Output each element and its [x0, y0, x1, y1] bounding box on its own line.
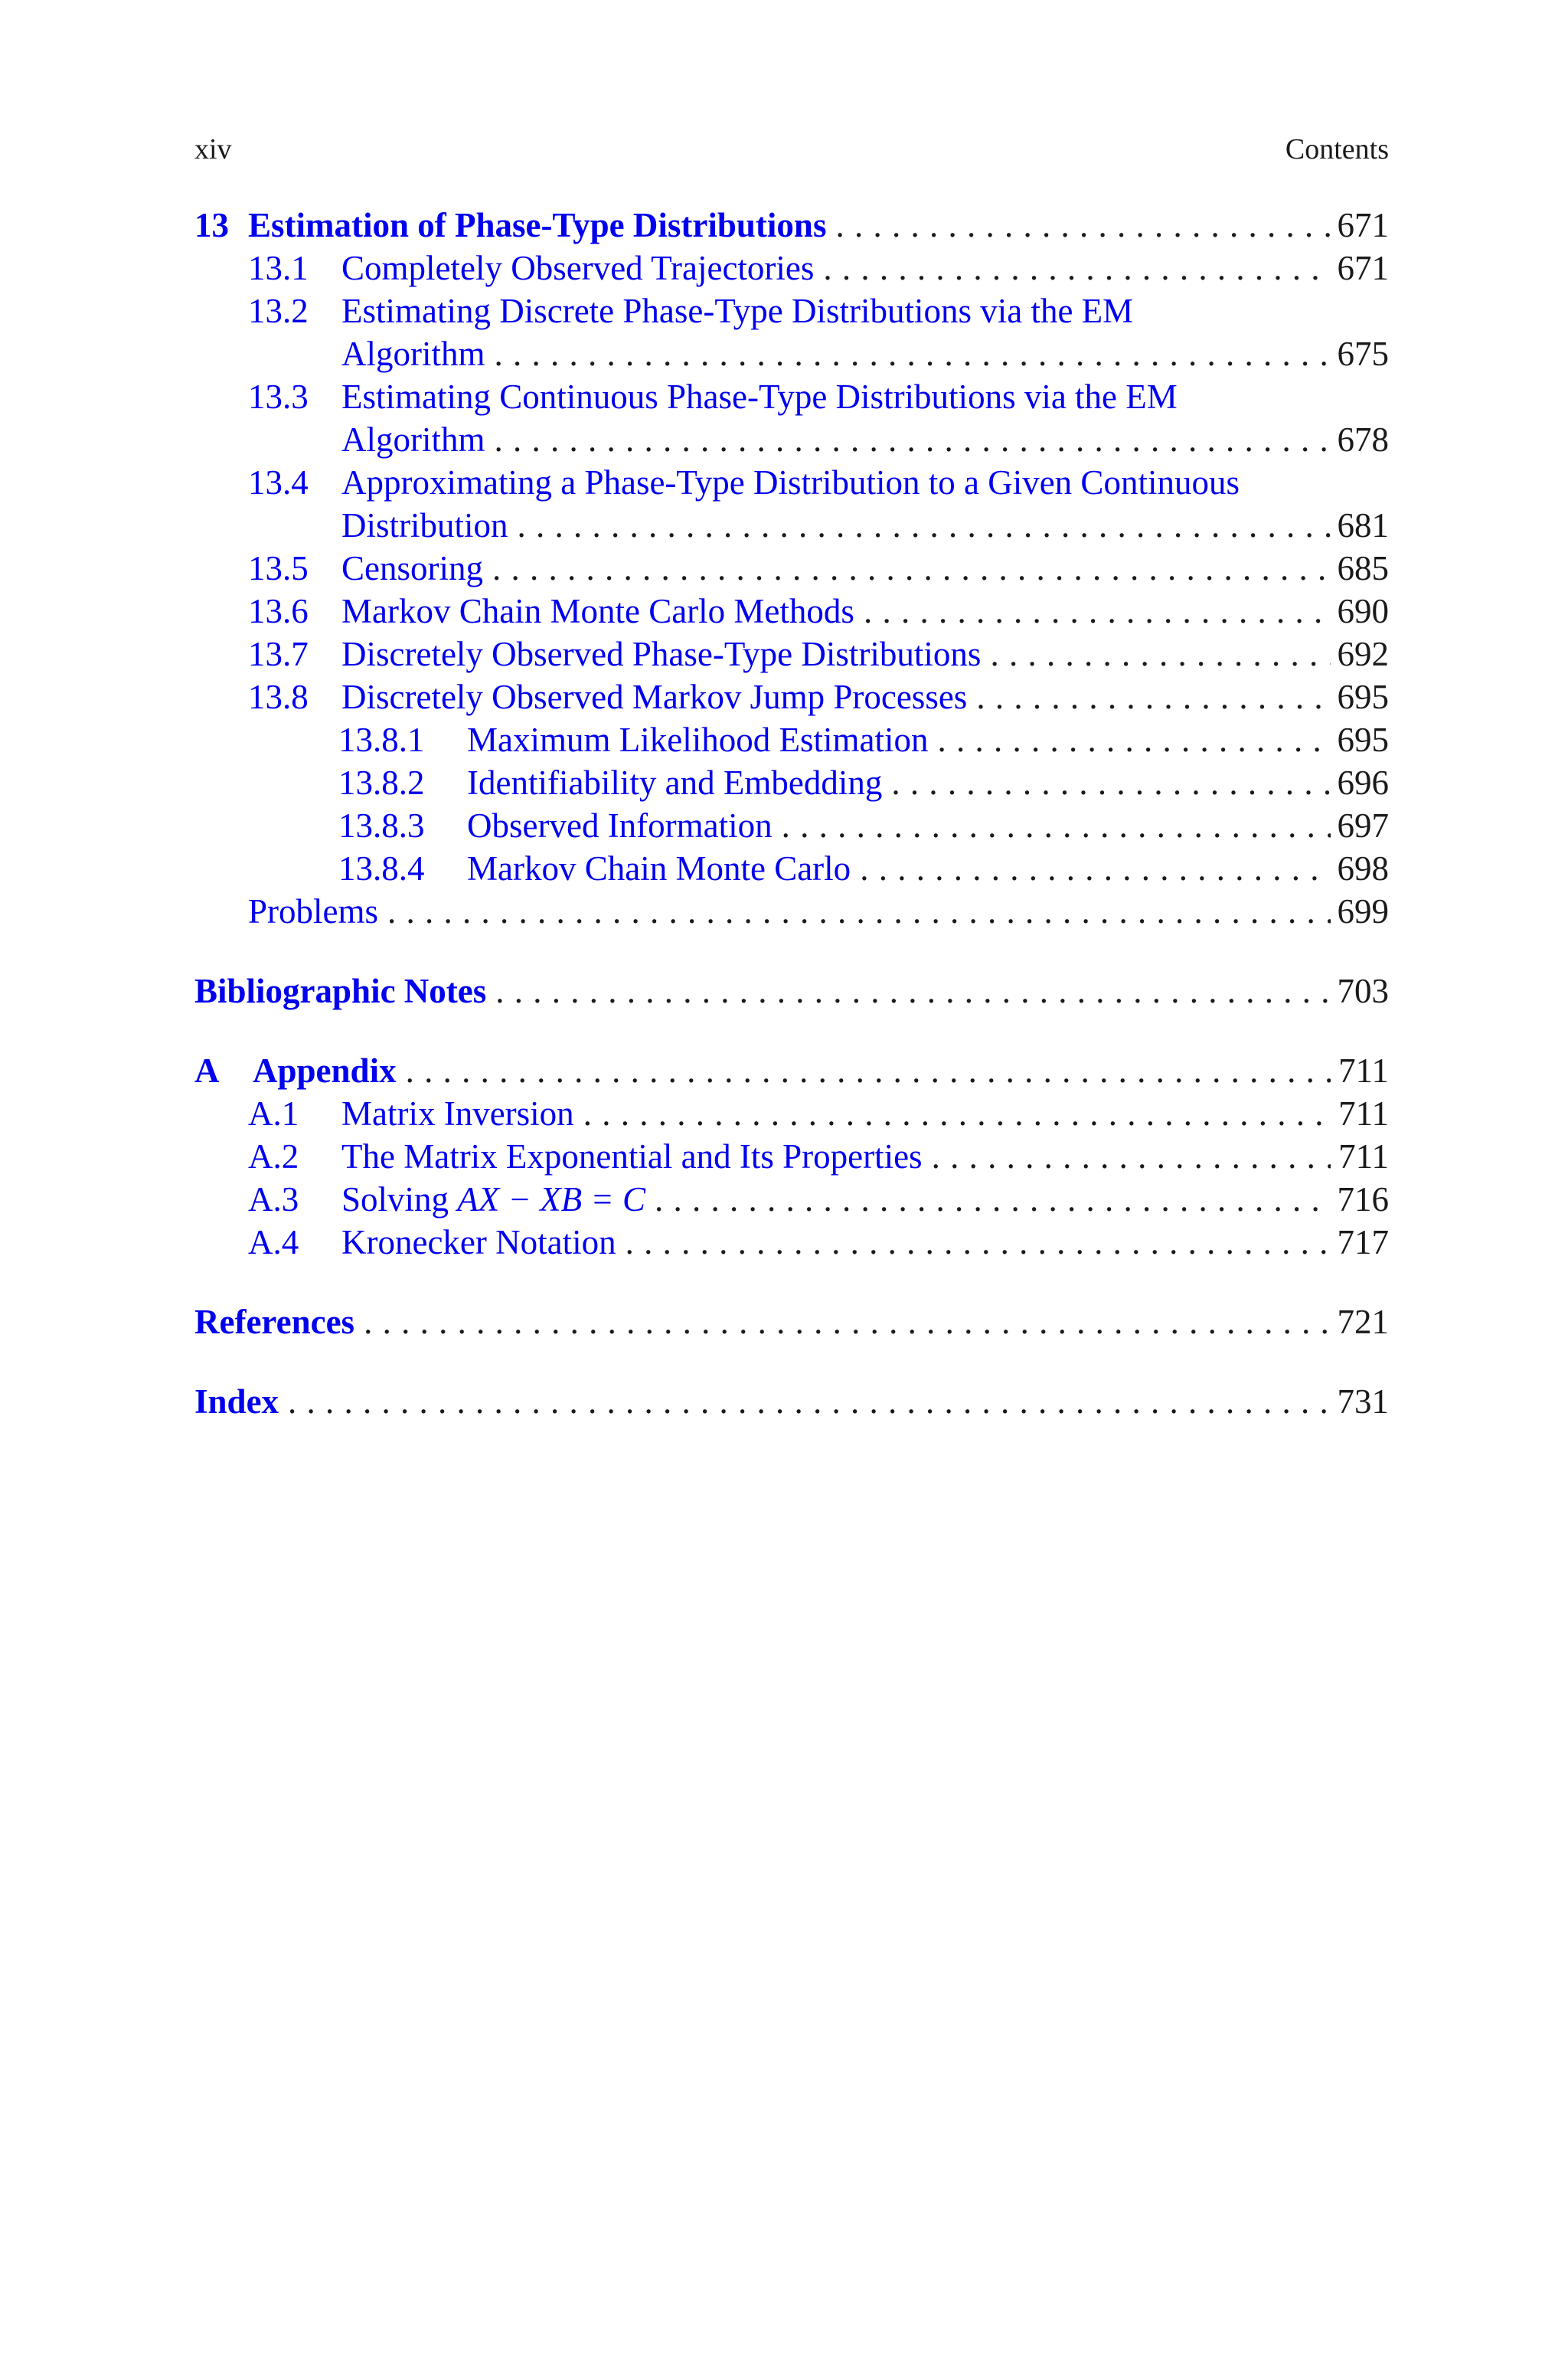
page-ref: 711 — [1338, 1094, 1389, 1133]
subsection-title[interactable]: Maximum Likelihood Estimation — [467, 721, 929, 759]
page-ref: 678 — [1337, 420, 1389, 459]
section-title-continued[interactable]: Distribution — [341, 506, 508, 545]
section-number: 13.6 — [248, 592, 309, 630]
toc-section-13-3-line1[interactable] — [194, 375, 1389, 418]
toc-section-13-8[interactable] — [194, 675, 1389, 718]
dot-leader — [923, 1135, 1331, 1178]
dot-leader — [928, 718, 1331, 761]
dot-leader — [485, 332, 1331, 375]
toc-subsection-13-8-2[interactable] — [194, 761, 1389, 804]
page-ref: 711 — [1338, 1137, 1389, 1176]
section-number: A.4 — [248, 1223, 299, 1261]
appendix-title[interactable]: Appendix — [253, 1052, 397, 1090]
page-ref: 692 — [1337, 635, 1389, 673]
section-title-text: Solving — [341, 1180, 458, 1218]
page-ref: 671 — [1337, 206, 1389, 244]
section-number: 13.4 — [248, 463, 309, 502]
toc-index[interactable] — [194, 1380, 1389, 1423]
toc-section-a-1[interactable] — [194, 1092, 1389, 1135]
section-title[interactable] — [341, 1178, 645, 1221]
dot-leader — [826, 204, 1331, 247]
toc-section-13-4-line1[interactable] — [194, 461, 1389, 504]
index-title[interactable]: Index — [194, 1382, 279, 1421]
toc-section-13-4-line2[interactable] — [194, 504, 1389, 547]
bibliographic-notes-title[interactable]: Bibliographic Notes — [194, 972, 487, 1010]
subsection-title[interactable]: Identifiability and Embedding — [467, 764, 883, 802]
section-number: A.2 — [248, 1137, 299, 1176]
toc-appendix-a[interactable] — [194, 1049, 1389, 1092]
page-ref: 717 — [1337, 1223, 1389, 1261]
dot-leader — [279, 1380, 1331, 1423]
section-title[interactable]: Estimating Continuous Phase-Type Distributions via the EM — [341, 378, 1178, 416]
toc-section-13-3-line2[interactable] — [194, 418, 1389, 461]
dot-leader — [773, 804, 1331, 847]
chapter-number: 13 — [194, 206, 229, 244]
problems-title[interactable]: Problems — [248, 892, 379, 931]
dot-leader — [486, 970, 1331, 1012]
subsection-title[interactable]: Observed Information — [467, 806, 773, 845]
toc-subsection-13-8-3[interactable] — [194, 804, 1389, 847]
section-title[interactable]: Kronecker Notation — [341, 1223, 616, 1261]
toc-section-a-4[interactable] — [194, 1221, 1389, 1264]
page-ref: 696 — [1337, 764, 1389, 802]
page-ref: 685 — [1337, 549, 1389, 587]
subsection-number: 13.8.3 — [338, 806, 425, 845]
dot-leader — [508, 504, 1331, 547]
dot-leader — [851, 847, 1331, 890]
section-title[interactable]: Estimating Discrete Phase-Type Distributions via the EM — [341, 292, 1134, 330]
page-ref: 703 — [1337, 972, 1389, 1010]
section-number: 13.8 — [248, 678, 309, 716]
appendix-letter: A — [194, 1052, 220, 1090]
references-title[interactable]: References — [194, 1303, 355, 1341]
page-ref: 699 — [1337, 892, 1389, 931]
page-ref: 681 — [1337, 506, 1389, 545]
dot-leader — [967, 675, 1331, 718]
chapter-title[interactable]: Estimation of Phase-Type Distributions — [248, 206, 827, 244]
page-ref: 671 — [1337, 249, 1389, 287]
dot-leader — [882, 761, 1331, 804]
dot-leader — [854, 590, 1331, 633]
toc-section-13-7[interactable] — [194, 633, 1389, 675]
toc-problems[interactable] — [194, 890, 1389, 933]
toc-section-13-2-line1[interactable] — [194, 289, 1389, 332]
dot-leader — [574, 1092, 1331, 1135]
toc-section-13-1[interactable] — [194, 247, 1389, 289]
toc-bibliographic-notes[interactable] — [194, 970, 1389, 1012]
toc-section-13-6[interactable] — [194, 590, 1389, 633]
dot-leader — [814, 247, 1331, 289]
toc-section-13-5[interactable] — [194, 547, 1389, 590]
toc-chapter-13[interactable] — [194, 204, 1389, 247]
page-ref: 695 — [1337, 678, 1389, 716]
section-title[interactable]: Discretely Observed Markov Jump Processes — [341, 678, 968, 716]
toc-subsection-13-8-1[interactable] — [194, 718, 1389, 761]
section-number: 13.2 — [248, 292, 309, 330]
section-title-continued[interactable]: Algorithm — [341, 420, 485, 459]
toc-section-a-2[interactable] — [194, 1135, 1389, 1178]
section-title[interactable]: Markov Chain Monte Carlo Methods — [341, 592, 854, 630]
section-title[interactable]: The Matrix Exponential and Its Properties — [341, 1137, 923, 1176]
dot-leader — [485, 418, 1331, 461]
section-number: 13.5 — [248, 549, 309, 587]
section-title-continued[interactable]: Algorithm — [341, 335, 485, 373]
page-ref: 721 — [1337, 1303, 1389, 1341]
section-number: A.1 — [248, 1094, 299, 1133]
dot-leader — [645, 1178, 1331, 1221]
subsection-number: 13.8.4 — [338, 849, 425, 888]
dot-leader — [354, 1300, 1331, 1343]
subsection-title[interactable]: Markov Chain Monte Carlo — [467, 849, 851, 888]
page-ref: 716 — [1337, 1180, 1389, 1218]
section-number: 13.7 — [248, 635, 309, 673]
page-ref: 697 — [1337, 806, 1389, 845]
page-number: xiv — [194, 133, 232, 165]
page-ref: 698 — [1337, 849, 1389, 888]
section-title-equation: AX − XB = C — [457, 1180, 645, 1218]
section-number: 13.1 — [248, 249, 309, 287]
section-title[interactable]: Discretely Observed Phase-Type Distributions — [341, 635, 982, 673]
page-ref: 690 — [1337, 592, 1389, 630]
page-ref: 675 — [1337, 335, 1389, 373]
section-title[interactable]: Approximating a Phase-Type Distribution to a Given Continuous — [341, 463, 1240, 502]
page-ref: 731 — [1337, 1382, 1389, 1421]
dot-leader — [981, 633, 1331, 675]
toc-section-a-3[interactable] — [194, 1178, 1389, 1221]
section-number: A.3 — [248, 1180, 299, 1218]
running-title: Contents — [1285, 133, 1389, 165]
section-title[interactable]: Completely Observed Trajectories — [341, 249, 815, 287]
subsection-number: 13.8.1 — [338, 721, 425, 759]
dot-leader — [378, 890, 1331, 933]
dot-leader — [616, 1221, 1331, 1264]
page-ref: 695 — [1337, 721, 1389, 759]
section-title[interactable]: Matrix Inversion — [341, 1094, 574, 1133]
subsection-number: 13.8.2 — [338, 764, 425, 802]
toc-subsection-13-8-4[interactable] — [194, 847, 1389, 890]
dot-leader — [483, 547, 1331, 590]
section-number: 13.3 — [248, 378, 309, 416]
page-ref: 711 — [1338, 1052, 1389, 1090]
toc-section-13-2-line2[interactable] — [194, 332, 1389, 375]
dot-leader — [397, 1049, 1331, 1092]
section-title[interactable]: Censoring — [341, 549, 483, 587]
toc-references[interactable] — [194, 1300, 1389, 1343]
